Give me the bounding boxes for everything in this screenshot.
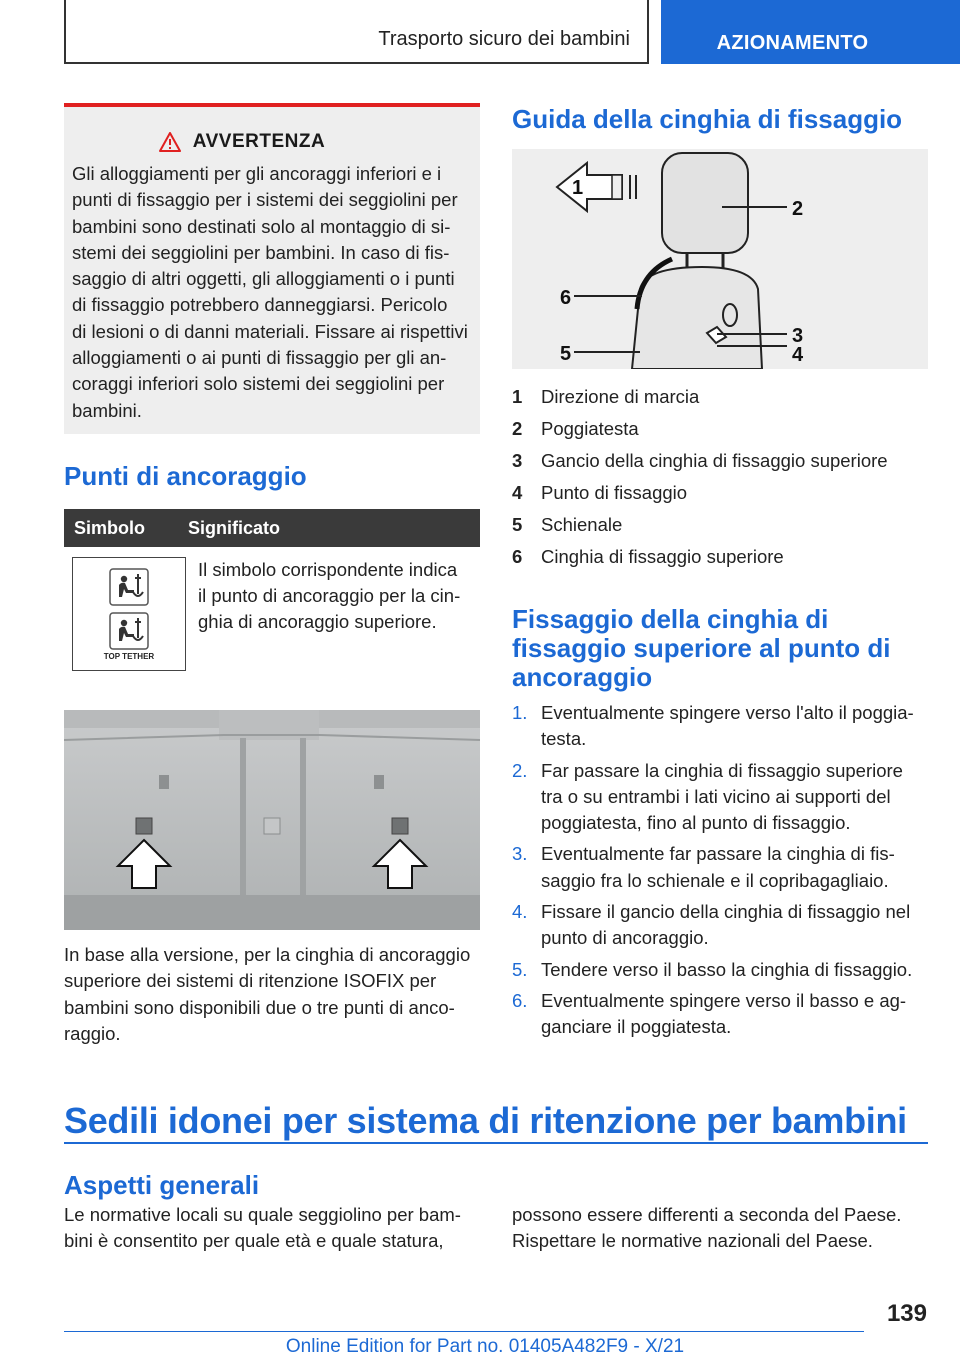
legend-item (512, 413, 928, 445)
anchor-points-caption (64, 942, 480, 1047)
caption-line: raggio. (64, 1022, 121, 1044)
step-line: Far passare la cinghia di fissaggio superiore (541, 759, 903, 781)
step-item (512, 988, 928, 1041)
step-item (512, 758, 928, 837)
warning-line: stemi dei seggiolini per bambini. In caso di fis- (72, 241, 450, 263)
legend-item (512, 381, 928, 413)
general-aspects-heading: Aspetti generali (64, 1170, 260, 1200)
footer-rule (64, 1331, 864, 1332)
fixing-steps-list (512, 700, 928, 1046)
step-number: 2. (512, 759, 528, 781)
warning-line: di fissaggio potrebbero danneggiarsi. Pericolo (72, 294, 448, 316)
text-line: possono essere differenti a seconda del Paese. (512, 1204, 902, 1225)
legend-number: 5 (512, 514, 523, 535)
step-item (512, 957, 928, 983)
meaning-line: il punto di ancoraggio per la cin- (198, 585, 461, 606)
heading-line: ancoraggio (512, 662, 653, 692)
warning-line: punti di fissaggio per i sistemi dei seggiolini per (72, 189, 458, 211)
step-item (512, 899, 928, 952)
legend-item (512, 445, 928, 477)
general-text-right (512, 1202, 928, 1255)
step-number: 6. (512, 989, 528, 1011)
legend-text: Direzione di marcia (541, 386, 700, 407)
figure-label-6: 6 (560, 287, 572, 309)
anchor-points-heading: Punti di ancoraggio (64, 461, 307, 491)
warning-line: alloggiamenti o ai punti di fissaggio per gli an- (72, 347, 447, 369)
step-item (512, 841, 928, 894)
step-line: ganciare il poggiatesta. (541, 1016, 732, 1038)
step-number: 3. (512, 843, 528, 865)
legend-item (512, 477, 928, 509)
header-section-title: Trasporto sicuro dei bambini (378, 28, 630, 50)
strap-guide-illustration (512, 149, 928, 369)
legend-number: 3 (512, 450, 523, 471)
top-tether-symbol (72, 557, 186, 671)
step-item (512, 700, 928, 753)
step-line: Tendere verso il basso la cinghia di fissaggio. (541, 958, 913, 980)
meaning-line: ghia di ancoraggio superiore. (198, 611, 437, 632)
figure-label-5: 5 (560, 343, 572, 365)
legend-text: Schienale (541, 514, 623, 535)
step-line: testa. (541, 728, 587, 750)
child-seats-heading: Sedili idonei per sistema di ritenzione per bambini (64, 1100, 907, 1141)
legend-text: Gancio della cinghia di fissaggio superiore (541, 450, 888, 471)
text-line: Rispettare le normative nazionali del Paese. (512, 1230, 873, 1252)
footer-edition: Online Edition for Part no. 01405A482F9 - X/21 (285, 1336, 685, 1357)
warning-heading (72, 131, 472, 153)
strap-guide-heading: Guida della cinghia di fissaggio (512, 104, 903, 134)
child-seat-anchor-icon (109, 568, 149, 606)
symbol-table (64, 509, 480, 722)
legend-number: 6 (512, 546, 523, 567)
caption-line: superiore dei sistemi di ritenzione ISOFIX per (64, 970, 437, 992)
step-line: Fissare il gancio della cinghia di fissaggio nel (541, 901, 911, 923)
legend-text: Punto di fissaggio (541, 482, 688, 503)
anchor-points-photo (64, 710, 480, 930)
symbol-meaning (198, 557, 468, 721)
page-number: 139 (886, 1300, 927, 1327)
legend-item (512, 509, 928, 541)
warning-triangle-icon (159, 132, 181, 152)
step-line: tra o su entrambi i lati vicino ai supporti del (541, 785, 891, 807)
warning-box (64, 103, 480, 434)
warning-line: coraggi inferiori solo sistemi dei seggiolini per (72, 373, 445, 395)
warning-line: di lesioni o di danni materiali. Fissare ai rispettivi (72, 320, 468, 342)
warning-title: AVVERTENZA (192, 131, 326, 152)
symbol-table-row (64, 547, 480, 722)
step-line: Eventualmente spingere verso l'alto il poggia- (541, 702, 914, 723)
legend-number: 1 (512, 386, 523, 407)
step-line: poggiatesta, fino al punto di fissaggio. (541, 812, 851, 834)
figure-legend (512, 381, 928, 573)
col-meaning-header: Significato (188, 517, 281, 538)
symbol-table-header (64, 509, 480, 547)
warning-line: bambini sono destinati solo al montaggio di si- (72, 215, 451, 237)
caption-line: bambini sono disponibili due o tre punti di anco- (64, 996, 455, 1018)
child-seat-anchor-icon (109, 612, 149, 650)
top-tether-caption: TOP TETHER (103, 651, 155, 661)
figure-label-3: 3 (792, 325, 804, 347)
legend-text: Cinghia di fissaggio superiore (541, 546, 784, 567)
heading-rule (64, 1142, 928, 1144)
warning-text (72, 161, 472, 424)
legend-item (512, 541, 928, 573)
warning-line: saggio di altri oggetti, gli alloggiamenti o i punti (72, 268, 455, 290)
col-symbol-header: Simbolo (74, 517, 145, 538)
step-line: Eventualmente spingere verso il basso e ag- (541, 989, 907, 1011)
text-line: Le normative locali su quale seggiolino per bam- (64, 1204, 461, 1225)
header-chapter-tab: AZIONAMENTO (661, 0, 960, 64)
step-line: saggio fra lo schienale e il copribagagliaio. (541, 869, 889, 891)
legend-number: 2 (512, 418, 523, 439)
general-text-left (64, 1202, 480, 1255)
legend-text: Poggiatesta (541, 418, 639, 439)
legend-number: 4 (512, 482, 523, 503)
heading-line: fissaggio superiore al punto di (512, 633, 891, 663)
step-number: 5. (512, 958, 528, 980)
text-line: bini è consentito per quale età e quale statura, (64, 1230, 444, 1252)
warning-line: bambini. (72, 399, 142, 421)
meaning-line: Il simbolo corrispondente indica (198, 559, 458, 580)
figure-label-1: 1 (572, 177, 584, 199)
fix-strap-heading (512, 605, 891, 692)
warning-line: Gli alloggiamenti per gli ancoraggi inferiori e i (72, 163, 442, 184)
step-number: 4. (512, 901, 528, 923)
step-line: Eventualmente far passare la cinghia di fis- (541, 843, 895, 865)
figure-label-2: 2 (792, 198, 804, 220)
caption-line: In base alla versione, per la cinghia di ancoraggio (64, 944, 471, 965)
heading-line: Fissaggio della cinghia di (512, 604, 829, 634)
figure-label-4: 4 (792, 344, 804, 366)
step-line: punto di ancoraggio. (541, 927, 709, 949)
step-number: 1. (512, 702, 528, 723)
